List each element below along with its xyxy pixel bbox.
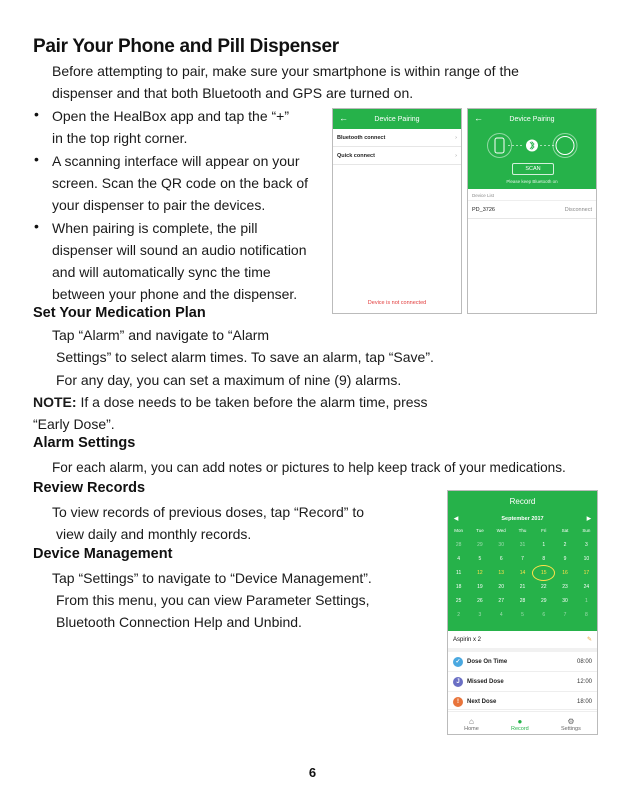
dose-legend [448,652,597,712]
appbar-title: Device Pairing [509,115,555,123]
bullet-3-line-2: dispenser will sound an audio notification [52,242,307,258]
screenshot-record [447,490,598,735]
nav-record [511,717,529,732]
pair-intro-1: Before attempting to pair, make sure your smartphone is within range of the [52,63,519,79]
home-icon: ⌂ [469,717,474,726]
day-cell: 26 [477,598,483,604]
next-month-icon: ▶ [586,515,591,522]
chevron-right-icon: › [455,152,457,159]
heading-device: Device Management [33,546,173,562]
day-cell: 28 [455,542,462,548]
day-cell: 9 [563,556,567,562]
record-title: Record [509,497,536,506]
dose-status-icon: ! [453,697,463,707]
plan-line-1: Tap “Alarm” and navigate to “Alarm [52,327,270,343]
appbar [468,109,596,129]
nav-home [464,717,479,732]
day-cell: 14 [519,570,526,576]
dose-status-icon: J [453,677,463,687]
screenshot-device-pairing-scan [467,108,597,314]
device-line-2: From this menu, you can view Parameter Settings, [56,592,370,608]
dose-label: Missed Dose [467,678,504,685]
day-cell: 13 [498,570,504,576]
dose-label: Next Dose [467,698,497,705]
bullet-2-line-3: your dispenser to pair the devices. [52,197,266,213]
bottom-nav [448,709,597,734]
device-status: Disconnect [564,206,592,213]
day-cell: 6 [499,556,503,562]
weekday-label: Mon [454,528,464,533]
device-line-1: Tap “Settings” to navigate to “Device Management”. [52,570,372,586]
calendar-panel [448,491,597,631]
day-cell: 17 [583,570,590,576]
day-cell: 15 [533,566,554,580]
device-row [468,201,596,219]
bluetooth-hint: Please keep Bluetooth on [506,179,558,184]
day-cell: 30 [562,598,568,604]
dose-time: 12:00 [576,678,592,685]
dispenser-ring [553,134,577,158]
scan-header [468,109,596,189]
dose-legend-row [448,672,597,692]
menu-row-quick-connect [333,147,461,165]
row-label: Quick connect [337,152,375,159]
heading-alarm: Alarm Settings [33,435,136,451]
dose-time: 08:00 [576,658,592,665]
day-cell: 31 [519,542,526,548]
day-cell: 4 [457,556,461,562]
day-cell: 20 [498,584,504,590]
record-icon: ● [517,717,523,726]
day-cell: 16 [562,570,568,576]
day-cell: 8 [542,556,546,562]
day-cell: 2 [457,612,461,618]
bullet-2-line-1: A scanning interface will appear on your [52,153,300,169]
phone-icon [495,138,504,153]
heading-review: Review Records [33,480,146,496]
day-cell: 4 [499,612,503,618]
appbar [333,109,461,129]
day-grid [448,538,597,622]
back-arrow-icon: ← [339,113,348,123]
dose-legend-row [448,652,597,672]
scan-button: SCAN [512,163,554,175]
phone-ring [488,134,512,158]
device-list-label: Device List [468,189,596,201]
bullet-2-line-2: screen. Scan the QR code on the back of [52,175,309,191]
medication-row [448,631,597,652]
prev-month-icon: ◀ [454,515,459,522]
dose-status-icon: ✓ [453,657,463,667]
day-cell: 23 [562,584,568,590]
heading-pair: Pair Your Phone and Pill Dispenser [33,36,339,57]
day-cell: 10 [583,556,590,562]
bullet-3-line-1: When pairing is complete, the pill [52,220,258,236]
weekday-header [448,524,597,538]
menu-row-bluetooth-connect [333,129,461,147]
day-cell: 30 [498,542,504,548]
page-number: 6 [308,765,317,780]
row-label: Bluetooth connect [337,134,386,141]
pairing-illustration [468,131,596,161]
note-label: NOTE: [33,394,77,410]
nav-settings [561,717,581,732]
weekday-label: Tue [476,528,484,533]
alarm-line: For each alarm, you can add notes or pictures to help keep track of your medications. [52,460,566,475]
weekday-label: Sat [561,528,569,533]
dispenser-icon [556,137,574,155]
day-cell: 7 [563,612,567,618]
bullet-1-line-2: in the top right corner. [52,130,188,146]
day-cell: 12 [477,570,483,576]
day-cell: 25 [455,598,462,604]
day-cell: 3 [478,612,482,618]
nav-label: Settings [560,726,581,732]
day-cell: 2 [563,542,567,548]
dose-time: 18:00 [576,698,592,705]
medication-label: Aspirin x 2 [453,636,482,643]
review-line-2: view daily and monthly records. [56,526,252,542]
chevron-right-icon: › [455,134,457,141]
back-arrow-icon: ← [474,113,483,123]
appbar-title: Device Pairing [374,115,420,123]
bullet-3-line-3: and will automatically sync the time [52,264,271,280]
day-cell: 1 [584,598,588,604]
review-line-1: To view records of previous doses, tap “Record” to [52,504,365,520]
nav-label: Home [464,726,479,732]
bullet-3-line-4: between your phone and the dispenser. [52,286,298,302]
day-cell: 21 [519,584,526,590]
day-cell: 18 [455,584,462,590]
dose-label: Dose On Time [467,658,508,665]
plan-line-3: For any day, you can set a maximum of nine (9) alarms. [56,372,402,388]
device-line-3: Bluetooth Connection Help and Unbind. [56,614,302,630]
day-cell: 28 [519,598,526,604]
day-cell: 8 [584,612,588,618]
day-cell: 5 [478,556,482,562]
pencil-icon: ✎ [586,637,592,643]
day-cell: 29 [541,598,547,604]
weekday-label: Fri [541,528,547,533]
pair-intro-2: dispenser and that both Bluetooth and GPS are turned on. [52,85,414,101]
note-text-1: If a dose needs to be taken before the alarm time, press [76,394,428,410]
day-cell: 29 [477,542,483,548]
day-cell: 1 [542,542,546,548]
nav-label: Record [511,726,529,732]
note [33,391,428,414]
month-label: September 2017 [501,515,544,522]
weekday-label: Wed [496,528,506,533]
device-name: PD_3726 [472,206,495,213]
bullet-dot: • [34,106,39,122]
day-cell: 22 [541,584,547,590]
month-row [448,513,597,524]
gear-icon: ⚙ [567,717,575,726]
bullet-dot: • [34,151,39,167]
connection-status: Device is not connected [367,300,427,306]
day-cell: 5 [521,612,524,618]
day-cell: 11 [456,570,462,576]
day-cell: 19 [477,584,483,590]
day-cell: 7 [521,556,524,562]
day-cell: 6 [542,612,546,618]
bullet-dot: • [34,218,39,234]
bullet-1-line-1: Open the HealBox app and tap the “+” [52,108,289,124]
weekday-label: Sun [582,528,591,533]
note-text-2: “Early Dose”. [33,416,115,432]
day-cell: 3 [584,542,588,548]
weekday-label: Thu [518,528,527,533]
day-cell: 24 [583,584,590,590]
heading-plan: Set Your Medication Plan [33,305,206,321]
day-cell: 27 [498,598,504,604]
plan-line-2: Settings” to select alarm times. To save an alarm, tap “Save”. [56,349,434,365]
screenshot-device-pairing-menu [332,108,462,314]
